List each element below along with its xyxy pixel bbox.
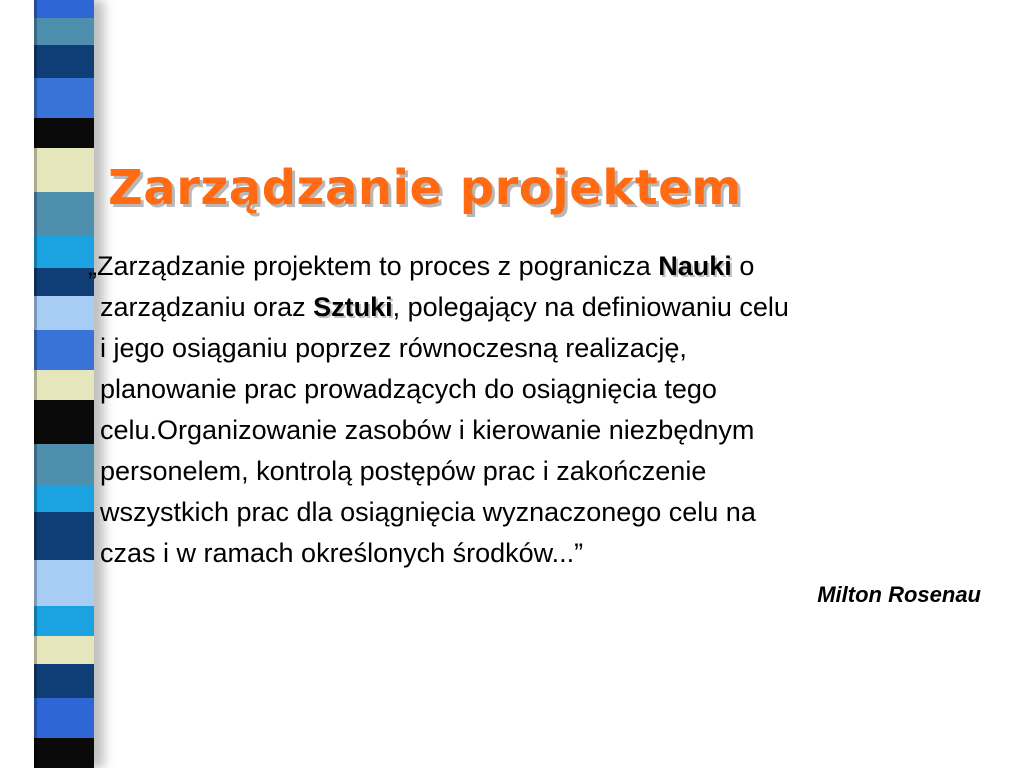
quote-text — [88, 246, 988, 574]
quote-line — [88, 246, 988, 287]
stripe-segment — [34, 148, 94, 192]
stripe-segment — [34, 636, 94, 664]
stripe-segment — [34, 606, 94, 636]
quote-line — [88, 287, 988, 328]
stripe-segment — [34, 512, 94, 560]
stripe-segment — [34, 330, 94, 370]
decorative-stripe-bar — [34, 0, 94, 768]
stripe-segment — [34, 268, 94, 296]
keyword-nauki: Nauki — [658, 251, 732, 281]
quote-text-segment: zarządzaniu oraz — [100, 292, 314, 322]
stripe-segment — [34, 698, 94, 738]
stripe-segment — [34, 235, 94, 268]
quote-line: personelem, kontrolą postępów prac i zakończenie — [100, 456, 707, 486]
slide-title: Zarządzanie projektem — [108, 160, 742, 216]
keyword-sztuki: Sztuki — [313, 292, 393, 322]
stripe-segment — [34, 0, 94, 18]
stripe-segment — [34, 486, 94, 512]
stripe-segment — [34, 18, 94, 45]
quote-text-segment: o — [731, 251, 755, 281]
stripe-segment — [34, 192, 94, 235]
stripe-segment — [34, 664, 94, 698]
quote-line: i jego osiąganiu poprzez równoczesną realizację, — [100, 333, 687, 363]
stripe-segment — [34, 45, 94, 78]
quote-text-segment: „Zarządzanie projektem to proces z pogranicza — [88, 251, 659, 281]
stripe-segment — [34, 78, 94, 118]
quote-line: celu.Organizowanie zasobów i kierowanie niezbędnym — [100, 415, 755, 445]
stripe-segment — [34, 560, 94, 606]
quote-line: wszystkich prac dla osiągnięcia wyznaczonego celu na — [100, 497, 756, 527]
stripe-segment — [34, 738, 94, 768]
quote-author: Milton Rosenau — [817, 582, 981, 607]
quote-line: planowanie prac prowadzących do osiągnięcia tego — [100, 374, 717, 404]
stripe-segment — [34, 296, 94, 330]
quote-text-segment: , polegający na definiowaniu celu — [392, 292, 789, 322]
quote-line: czas i w ramach określonych środków...” — [100, 538, 584, 568]
stripe-segment — [34, 444, 94, 486]
stripe-segment — [34, 118, 94, 148]
stripe-bar-edge — [34, 0, 37, 768]
stripe-segment — [34, 400, 94, 444]
stripe-segment — [34, 370, 94, 400]
